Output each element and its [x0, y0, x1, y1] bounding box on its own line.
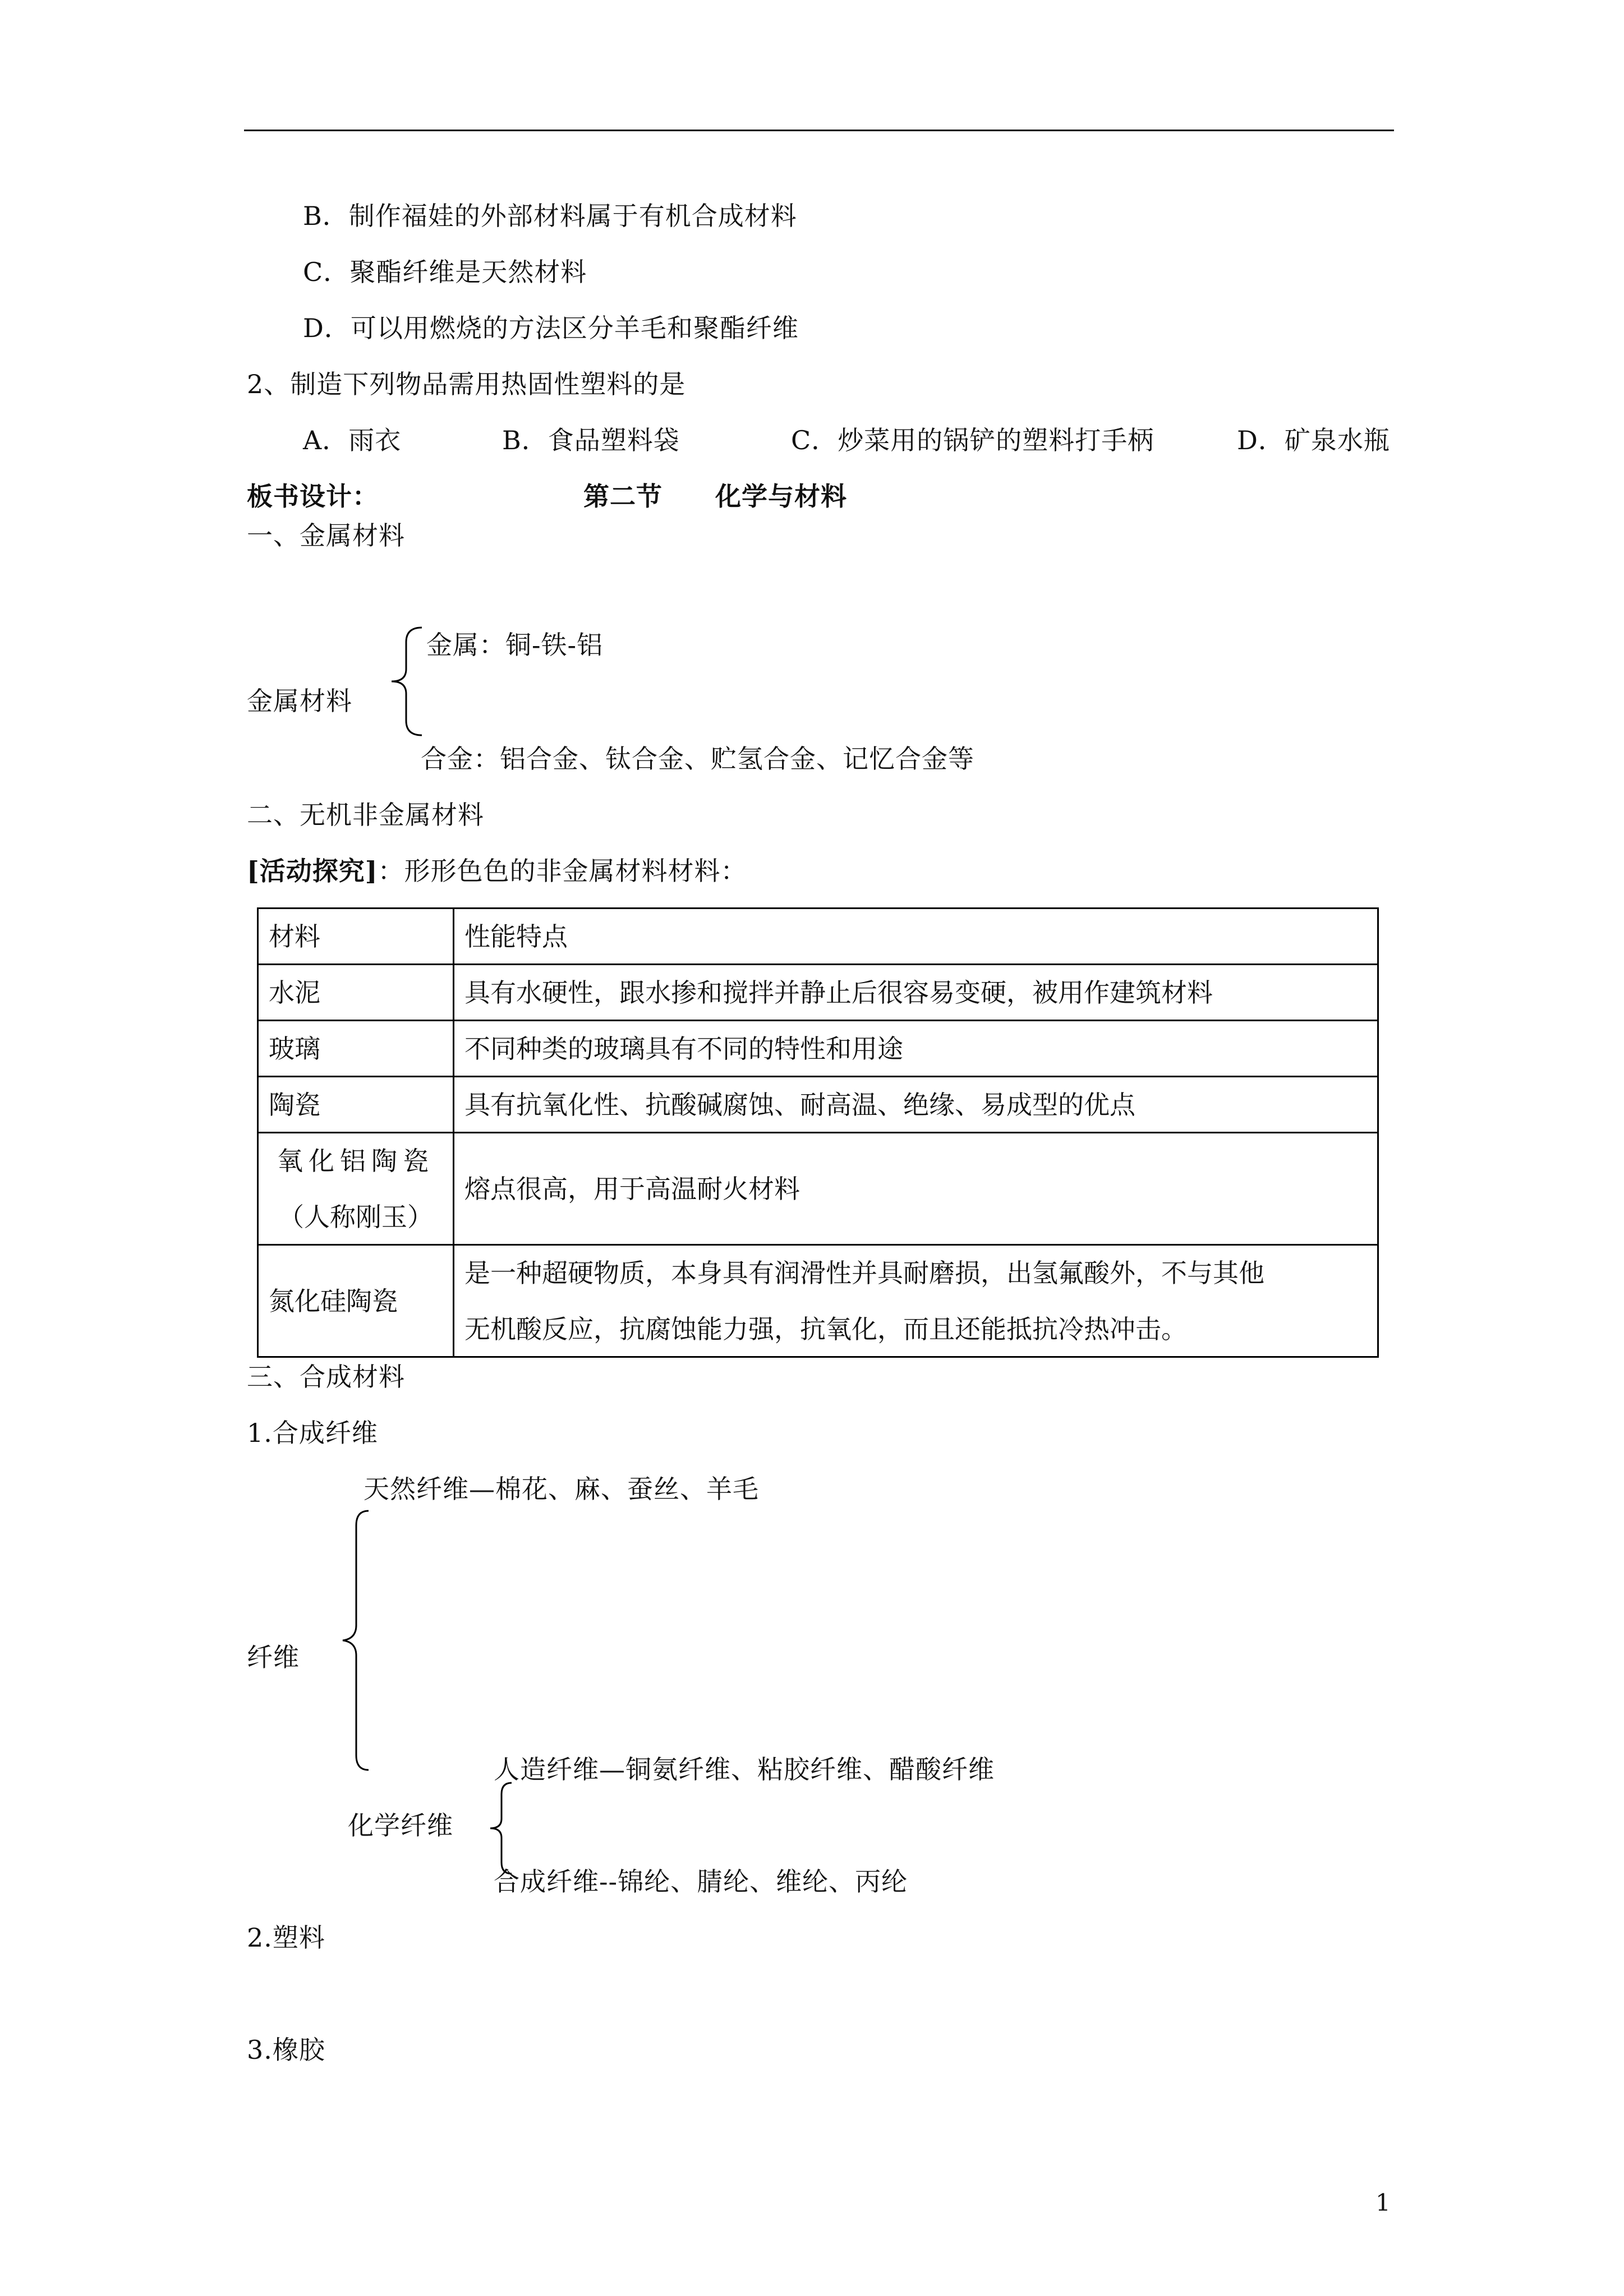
section-1-heading: 一、金属材料 [247, 520, 405, 551]
page-number: 1 [1375, 2189, 1391, 2216]
alumina-name-line2: （人称刚玉） [278, 1201, 433, 1232]
table-row [258, 1077, 1378, 1133]
fiber-brace [339, 1509, 373, 1772]
table-cell: 陶瓷 [258, 1077, 454, 1133]
table-cell: 水泥 [258, 965, 454, 1021]
option-c: C．聚酯纤维是天然材料 [303, 257, 587, 287]
table-header-properties: 性能特点 [454, 909, 1378, 965]
table-cell: 具有抗氧化性、抗酸碱腐蚀、耐高温、绝缘、易成型的优点 [454, 1077, 1378, 1133]
natural-fiber: 天然纤维—棉花、麻、蚕丝、羊毛 [364, 1474, 759, 1504]
question-2-stem: 2、制造下列物品需用热固性塑料的是 [247, 369, 686, 399]
section-3-heading: 三、合成材料 [247, 1362, 405, 1392]
synthetic-fiber: 合成纤维--锦纶、腈纶、维纶、丙纶 [494, 1866, 908, 1897]
activity-text: ：形形色色的非金属材料材料： [378, 856, 747, 886]
board-title: 第二节 化学与材料 [583, 481, 847, 511]
table-cell: 熔点很高，用于高温耐火材料 [454, 1133, 1378, 1245]
materials-table [257, 907, 1379, 1358]
section-3-sub1: 1.合成纤维 [247, 1418, 378, 1448]
table-cell [258, 1133, 454, 1245]
artificial-fiber: 人造纤维—铜氨纤维、粘胶纤维、醋酸纤维 [494, 1754, 995, 1785]
table-cell: 具有水硬性，跟水掺和搅拌并静止后很容易变硬，被用作建筑材料 [454, 965, 1378, 1021]
header-rule [244, 130, 1394, 131]
table-header-material: 材料 [258, 909, 454, 965]
nitride-desc-line2: 无机酸反应，抗腐蚀能力强，抗氧化，而且还能抵抗冷热冲击。 [464, 1313, 1187, 1344]
metal-brace [387, 625, 426, 737]
option-d: D．可以用燃烧的方法区分羊毛和聚酯纤维 [303, 313, 799, 343]
activity-line [247, 854, 747, 888]
chemical-fiber-label: 化学纤维 [348, 1810, 453, 1841]
metal-branch-bottom: 合金：铝合金、钛合金、贮氢合金、记忆合金等 [421, 744, 974, 774]
board-label: 板书设计： [247, 481, 379, 511]
fiber-root-label: 纤维 [247, 1642, 300, 1672]
activity-label: [活动探究] [247, 856, 378, 886]
table-cell: 玻璃 [258, 1021, 454, 1077]
table-cell [454, 1245, 1378, 1357]
table-cell: 不同种类的玻璃具有不同的特性和用途 [454, 1021, 1378, 1077]
question-2-choice-d: D．矿泉水瓶 [1237, 425, 1390, 455]
table-row [258, 1245, 1378, 1357]
alumina-name-line1: 氧化铝陶瓷 [277, 1145, 434, 1176]
question-2-choice-c: C．炒菜用的锅铲的塑料打手柄 [791, 425, 1154, 455]
section-3-sub3: 3.橡胶 [247, 2035, 325, 2065]
question-2-choice-a: A．雨衣 [303, 425, 402, 455]
nitride-desc-line1: 是一种超硬物质，本身具有润滑性并具耐磨损，出氢氟酸外，不与其他 [464, 1257, 1264, 1288]
question-2-choice-b: B．食品塑料袋 [502, 425, 680, 455]
section-3-sub2: 2.塑料 [247, 1922, 325, 1953]
table-row [258, 965, 1378, 1021]
section-2-heading: 二、无机非金属材料 [247, 800, 484, 830]
table-cell: 氮化硅陶瓷 [258, 1245, 454, 1357]
metal-branch-top: 金属：铜-铁-铝 [426, 630, 604, 660]
table-row [258, 1133, 1378, 1245]
table-header-row [258, 909, 1378, 965]
option-b: B．制作福娃的外部材料属于有机合成材料 [303, 201, 797, 231]
table-row [258, 1021, 1378, 1077]
metal-root-label: 金属材料 [247, 686, 352, 716]
chemical-fiber-brace [487, 1781, 515, 1876]
